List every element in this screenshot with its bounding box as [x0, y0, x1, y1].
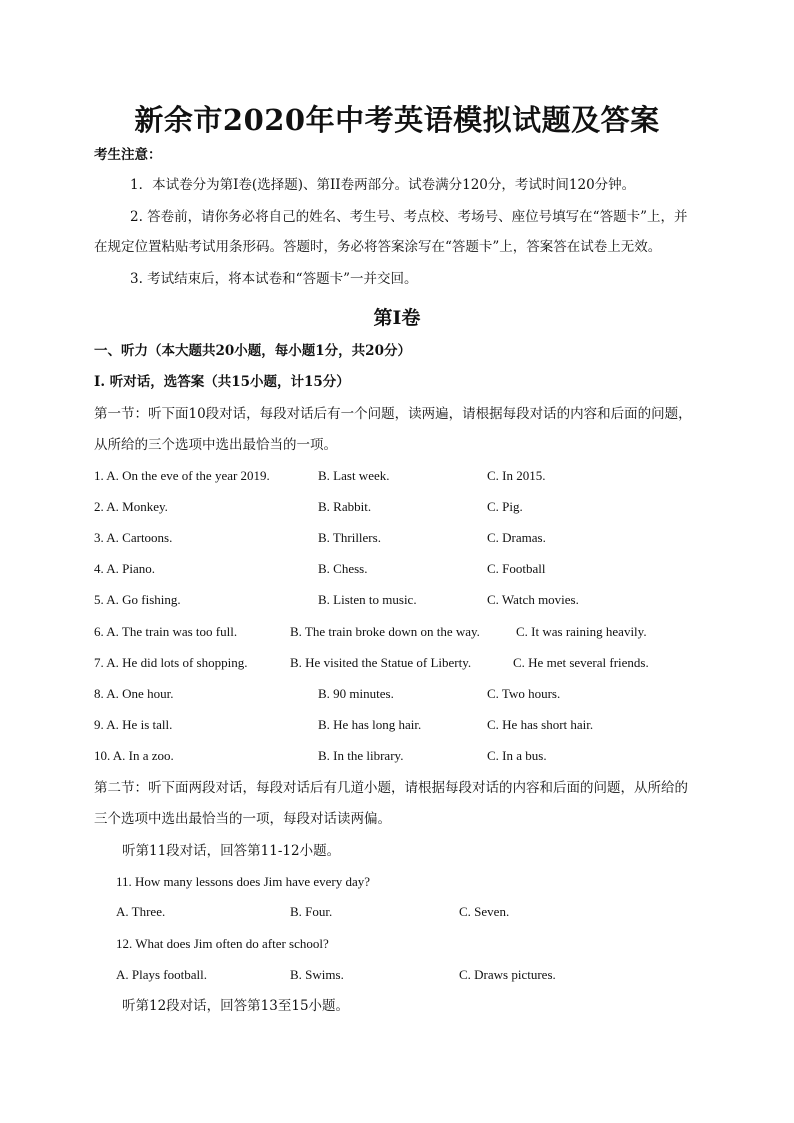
q8-option-a: 8. A. One hour. — [94, 686, 174, 701]
q5-option-a: 5. A. Go fishing. — [94, 592, 181, 607]
q5-option-b: B. Listen to music. — [318, 592, 417, 607]
q10-option-a: 10. A. In a zoo. — [94, 748, 174, 763]
q9-option-c: C. He has short hair. — [487, 717, 594, 732]
q3-option-b: B. Thrillers. — [318, 530, 381, 545]
volume-title: 第I卷 — [373, 307, 421, 329]
q12-option-c: C. Draws pictures. — [459, 967, 556, 982]
q11-option-c: C. Seven. — [459, 904, 510, 919]
q2-option-b: B. Rabbit. — [318, 499, 372, 514]
dialog-11-intro: 听第11段对话，回答第11-12小题。 — [122, 843, 341, 859]
q2-option-c: C. Pig. — [487, 499, 523, 514]
notice-heading: 考生注意： — [94, 147, 162, 163]
q4-option-a: 4. A. Piano. — [94, 561, 156, 576]
q6-option-c: C. It was raining heavily. — [516, 624, 647, 639]
q11-option-b: B. Four. — [290, 904, 333, 919]
section1-intro-line-2: 从所给的三个选项中选出最恰当的一项。 — [94, 437, 337, 453]
notice-item-3: 3. 考试结束后，将本试卷和“答题卡”一并交回。 — [130, 271, 418, 287]
q11-option-a: A. Three. — [116, 904, 166, 919]
q1-option-c: C. In 2015. — [487, 468, 546, 483]
q8-option-b: B. 90 minutes. — [318, 686, 394, 701]
dialog-12-intro: 听第12段对话，回答第13至15小题。 — [122, 998, 350, 1014]
notice-item-1: 1．本试卷分为第I卷(选择题)、第II卷两部分。试卷满分120分，考试时间120分钟。 — [130, 177, 636, 193]
q12-option-a: A. Plays football. — [116, 967, 207, 982]
q6-option-b: B. The train broke down on the way. — [290, 624, 480, 639]
q11-stem: 11. How many lessons does Jim have every day? — [116, 874, 371, 889]
q6-option-a: 6. A. The train was too full. — [94, 624, 238, 639]
page-title: 新余市2020年中考英语模拟试题及答案 — [134, 103, 660, 137]
q10-option-b: B. In the library. — [318, 748, 404, 763]
section1-intro-line-1: 第一节：听下面10段对话，每段对话后有一个问题，读两遍，请根据每段对话的内容和后面的问题， — [94, 406, 692, 422]
q3-option-a: 3. A. Cartoons. — [94, 530, 173, 545]
q1-option-b: B. Last week. — [318, 468, 390, 483]
q7-option-a: 7. A. He did lots of shopping. — [94, 655, 248, 670]
q9-option-a: 9. A. He is tall. — [94, 717, 173, 732]
part1-subheading: I. 听对话，选答案（共15小题，计15分） — [94, 374, 350, 390]
q2-option-a: 2. A. Monkey. — [94, 499, 168, 514]
q10-option-c: C. In a bus. — [487, 748, 547, 763]
q8-option-c: C. Two hours. — [487, 686, 561, 701]
q4-option-c: C. Football — [487, 561, 546, 576]
part1-heading: 一、听力（本大题共20小题，每小题1分，共20分） — [94, 343, 411, 359]
q7-option-c: C. He met several friends. — [513, 655, 649, 670]
q1-option-a: 1. A. On the eve of the year 2019. — [94, 468, 270, 483]
section2-intro-line-1: 第二节：听下面两段对话，每段对话后有几道小题，请根据每段对话的内容和后面的问题，从所给的 — [94, 780, 688, 796]
notice-item-2-line-1: 2. 答卷前，请你务必将自己的姓名、考生号、考点校、考场号、座位号填写在“答题卡”上，并 — [130, 209, 688, 225]
section2-intro-line-2: 三个选项中选出最恰当的一项，每段对话读两偏。 — [94, 811, 391, 827]
q12-stem: 12. What does Jim often do after school? — [116, 936, 329, 951]
q3-option-c: C. Dramas. — [487, 530, 546, 545]
q7-option-b: B. He visited the Statue of Liberty. — [290, 655, 472, 670]
q12-option-b: B. Swims. — [290, 967, 344, 982]
q4-option-b: B. Chess. — [318, 561, 368, 576]
q9-option-b: B. He has long hair. — [318, 717, 422, 732]
q5-option-c: C. Watch movies. — [487, 592, 579, 607]
notice-item-2-line-2: 在规定位置粘贴考试用条形码。答题时，务必将答案涂写在“答题卡”上，答案答在试卷上无效。 — [94, 239, 662, 255]
